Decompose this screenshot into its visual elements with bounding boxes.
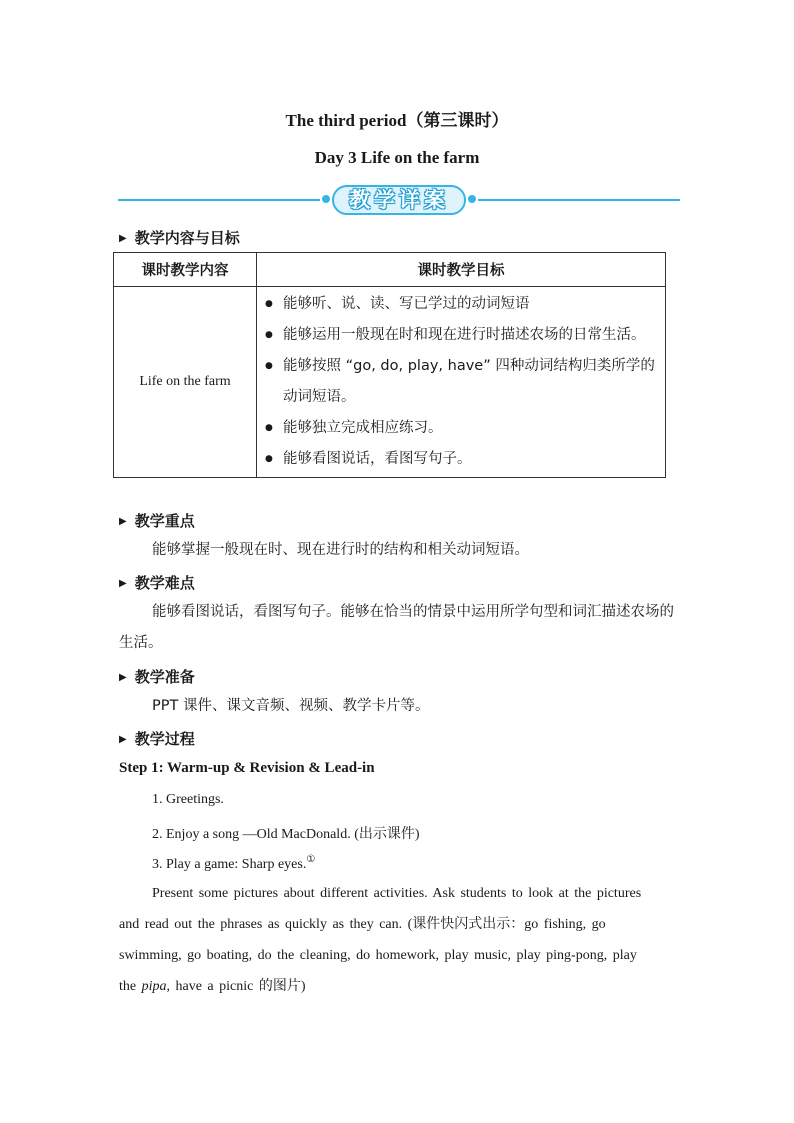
table-row: [114, 287, 666, 478]
footnote-mark: ①: [306, 854, 316, 865]
bullet-icon: ●: [265, 361, 273, 371]
preparation-text: PPT 课件、课文音频、视频、教学卡片等。: [152, 698, 430, 714]
difficulties-text: 能够看图说话，看图写句子。能够在恰当的情景中运用所学句型和词汇描述农场的生活。: [119, 604, 674, 651]
triangle-bullet-icon: ▶: [119, 233, 127, 244]
section-heading-label: 教学准备: [134, 668, 195, 686]
page-subtitle: Day 3 Life on the farm: [314, 148, 480, 167]
goal-item: [265, 289, 659, 320]
section-heading-content-goals: [119, 227, 240, 248]
section-heading-preparation: [119, 666, 195, 687]
bullet-icon: ●: [265, 299, 273, 309]
bullet-icon: ●: [265, 330, 273, 340]
bullet-icon: ●: [265, 423, 273, 433]
key-points-text: 能够掌握一般现在时、现在进行时的结构和相关动词短语。: [152, 542, 529, 558]
section-heading-label: 教学难点: [134, 574, 195, 592]
goal-text: 能够按照 “go, do, play, have” 四种动词结构归类所学的动词短语。: [283, 358, 655, 405]
section-heading-difficulties: [119, 572, 195, 593]
goal-text: 能够看图说话，看图写句子。: [283, 451, 472, 467]
bullet-icon: ●: [265, 454, 273, 464]
triangle-bullet-icon: ▶: [119, 734, 127, 745]
step-heading: Step 1: Warm-up & Revision & Lead-in: [119, 760, 375, 776]
triangle-bullet-icon: ▶: [119, 672, 127, 683]
banner-dot-left-icon: [322, 195, 330, 203]
page-title: The third period（第三课时）: [285, 111, 509, 130]
banner-label: 教学详案: [349, 188, 449, 212]
goal-item: [265, 351, 659, 413]
banner-divider-left: [118, 199, 320, 201]
section-heading-label: 教学重点: [134, 512, 195, 530]
section-heading-label: 教学内容与目标: [134, 229, 240, 247]
goal-item: [265, 320, 659, 351]
section-heading-label: 教学过程: [134, 730, 195, 748]
step-item: 2. Enjoy a song —Old MacDonald. (出示课件): [152, 827, 420, 842]
section-heading-key-points: [119, 510, 195, 531]
goal-text: 能够听、说、读、写已学过的动词短语: [283, 296, 530, 312]
section-heading-process: [119, 728, 195, 749]
table-cell-goals: [257, 287, 666, 478]
step-item-text: 3. Play a game: Sharp eyes.: [152, 857, 307, 872]
step-item: 1. Greetings.: [152, 792, 224, 807]
table-cell-content: Life on the farm: [114, 287, 257, 478]
step-paragraph-italic: pipa: [141, 979, 167, 994]
section-banner: [118, 183, 680, 217]
goal-text: 能够运用一般现在时和现在进行时描述农场的日常生活。: [283, 327, 646, 343]
step-paragraph-text-end: , have a picnic 的图片): [166, 979, 306, 994]
triangle-bullet-icon: ▶: [119, 578, 127, 589]
table-header-goals: 课时教学目标: [257, 253, 666, 287]
step-item-game: [152, 854, 315, 873]
goal-item: [265, 444, 659, 475]
goal-item: [265, 413, 659, 444]
goal-text: 能够独立完成相应练习。: [283, 420, 443, 436]
banner-divider-right: [478, 199, 680, 201]
step-paragraph-text: Present some pictures about different activities. Ask students to look at the pictures and read out the phrases as quickly as they can. (课件快闪式出示：go fishing, go swimming, go boating, do the cleaning, do homework, play music, play ping-pong, play the: [119, 886, 642, 994]
goals-table: [113, 252, 666, 478]
table-header-row: [114, 253, 666, 287]
table-header-content: 课时教学内容: [114, 253, 257, 287]
step-paragraph: [119, 878, 649, 1002]
banner-dot-right-icon: [468, 195, 476, 203]
triangle-bullet-icon: ▶: [119, 516, 127, 527]
